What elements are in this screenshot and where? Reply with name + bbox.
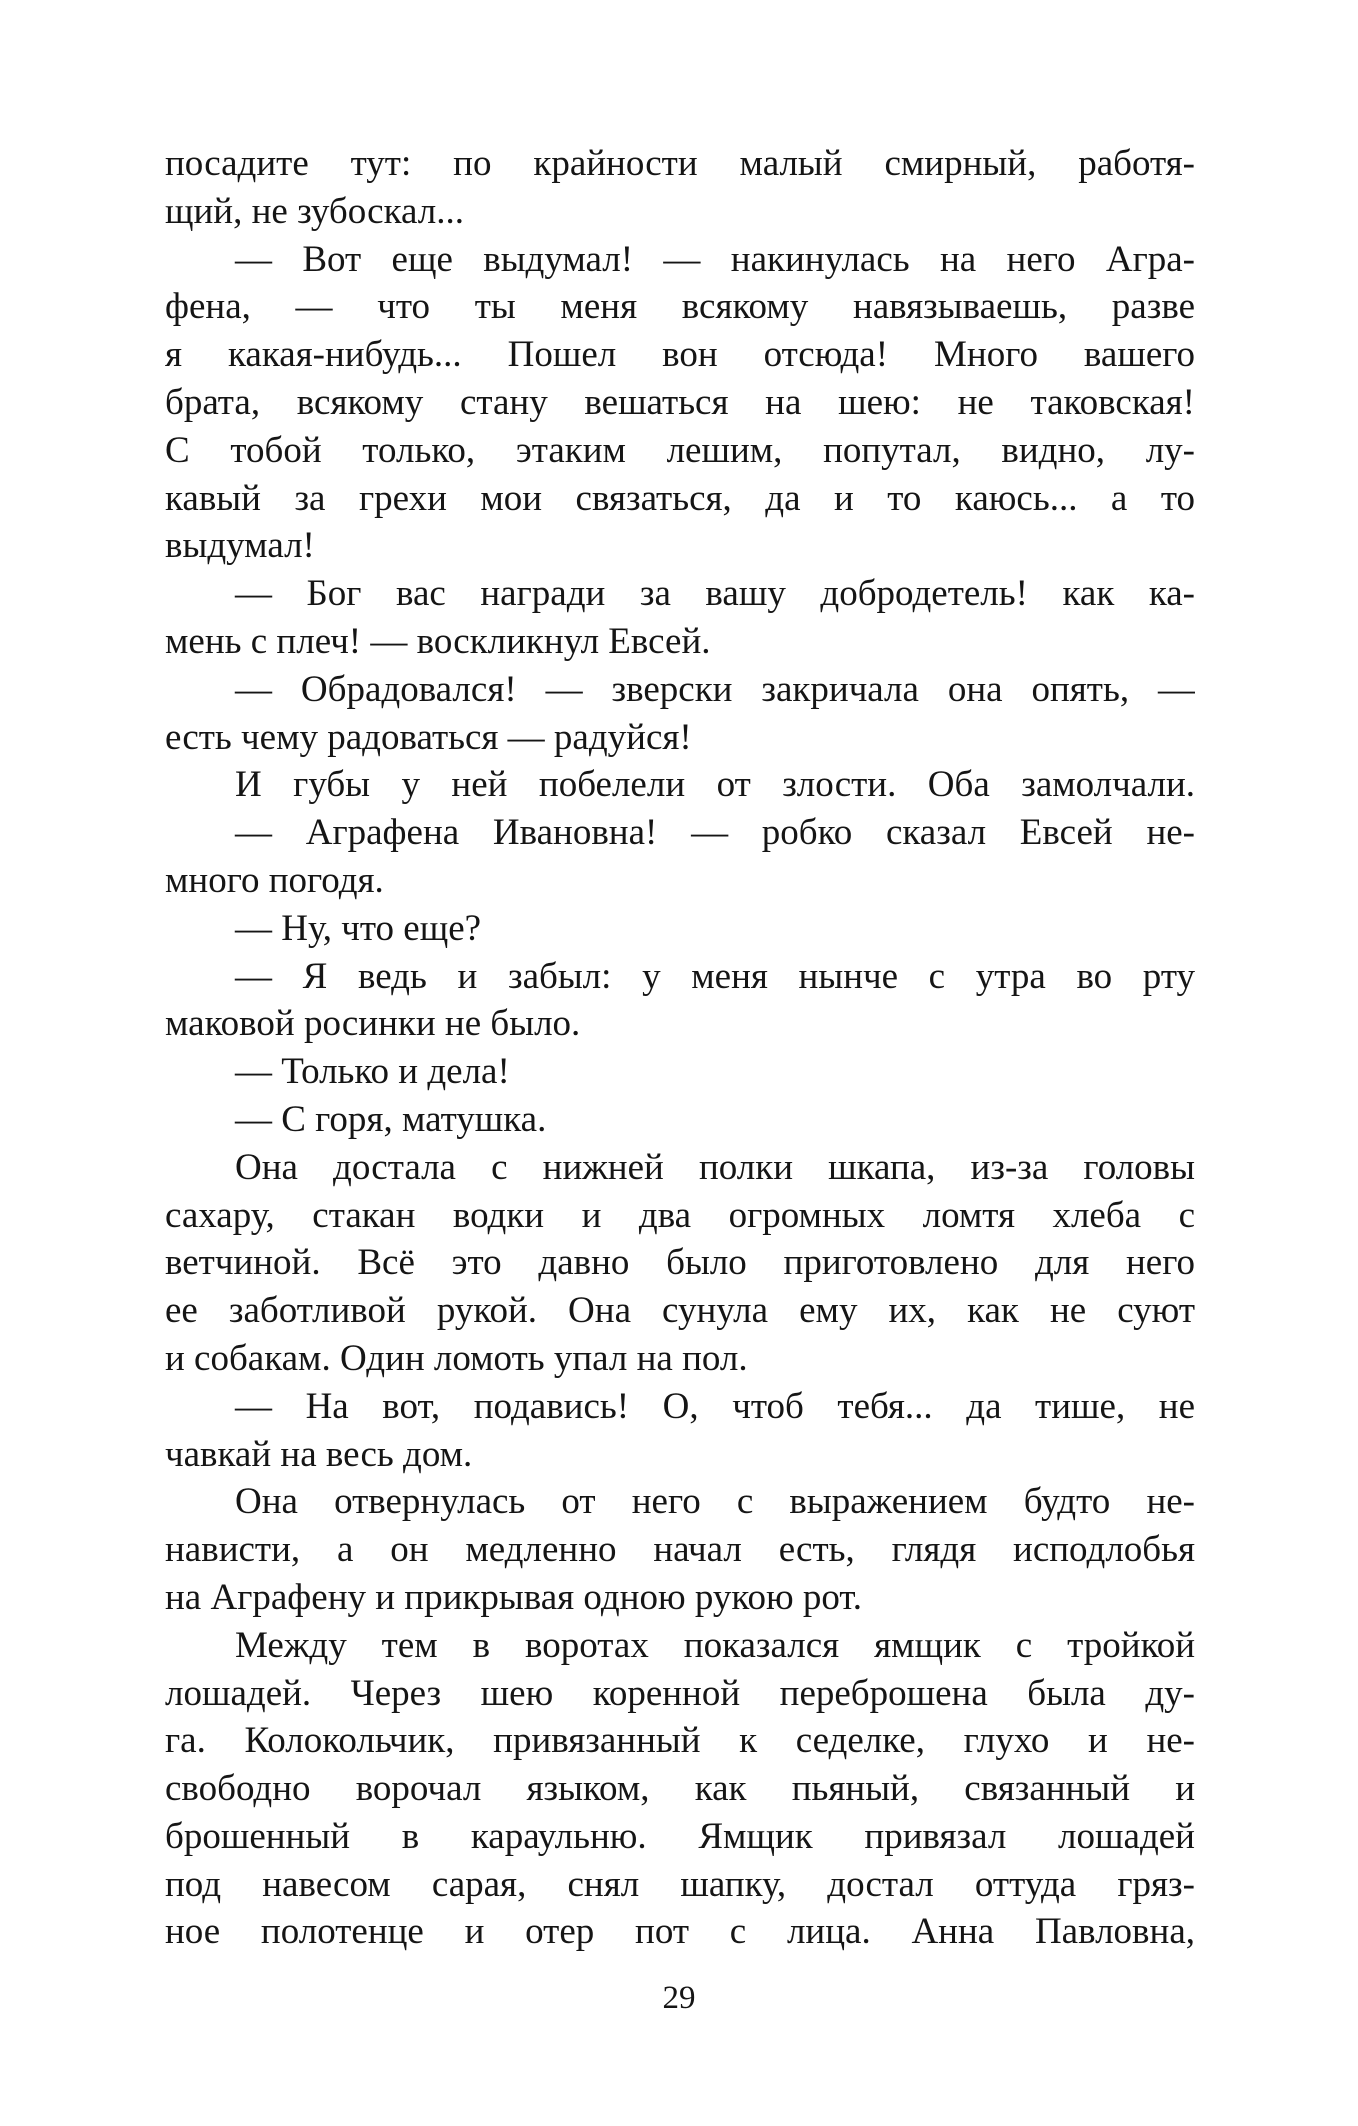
text-line: я какая-нибудь... Пошел вон отсюда! Много вашего bbox=[165, 334, 1195, 376]
text-line: лошадей. Через шею коренной переброшена была ду- bbox=[165, 1672, 1195, 1714]
text-line: сахару, стакан водки и два огромных ломтя хлеба с bbox=[165, 1194, 1195, 1236]
text-line: ее заботливой рукой. Она сунула ему их, как не суют bbox=[165, 1290, 1195, 1332]
text-line: — Только и дела! bbox=[235, 1051, 510, 1093]
text-line: Между тем в воротах показался ямщик с тройкой bbox=[235, 1624, 1195, 1666]
text-line: ветчиной. Всё это давно было приготовлено для него bbox=[165, 1242, 1195, 1284]
text-line: выдумал! bbox=[165, 525, 315, 567]
text-line: нависти, а он медленно начал есть, глядя исподлобья bbox=[165, 1529, 1195, 1571]
text-line: кавый за грехи мои связаться, да и то каюсь... а то bbox=[165, 477, 1195, 519]
text-line: маковой росинки не было. bbox=[165, 1003, 581, 1045]
text-line: — Обрадовался! — зверски закричала она опять, — bbox=[235, 668, 1195, 710]
text-line: брата, всякому стану вешаться на шею: не таковская! bbox=[165, 381, 1195, 423]
text-line: чавкай на весь дом. bbox=[165, 1433, 473, 1475]
text-line: — Ну, что еще? bbox=[235, 907, 482, 949]
text-line: брошенный в караульню. Ямщик привязал лошадей bbox=[165, 1815, 1195, 1857]
text-line: — Я ведь и забыл: у меня нынче с утра во рту bbox=[235, 955, 1195, 997]
text-line: и собакам. Один ломоть упал на пол. bbox=[165, 1337, 748, 1379]
text-line: щий, не зубоскал... bbox=[165, 190, 464, 232]
text-line: мень с плеч! — воскликнул Евсей. bbox=[165, 620, 711, 662]
text-line: Она отвернулась от него с выражением будто не- bbox=[235, 1481, 1195, 1523]
text-line: посадите тут: по крайности малый смирный, работя- bbox=[165, 143, 1195, 184]
text-line: Она достала с нижней полки шкапа, из-за головы bbox=[235, 1146, 1195, 1188]
text-line: — Аграфена Ивановна! — робко сказал Евсей не- bbox=[235, 812, 1195, 854]
text-line: фена, — что ты меня всякому навязываешь, разве bbox=[165, 286, 1195, 328]
text-line: есть чему радоваться — радуйся! bbox=[165, 716, 692, 758]
text-line: — На вот, подавись! О, чтоб тебя... да тише, не bbox=[235, 1385, 1195, 1427]
page-number: 29 bbox=[662, 1980, 696, 2016]
text-line: С тобой только, этаким лешим, попутал, видно, лу- bbox=[165, 429, 1195, 471]
body-text bbox=[165, 140, 1195, 1956]
text-line: много погодя. bbox=[165, 859, 384, 901]
text-line: — Вот еще выдумал! — накинулась на него Агра- bbox=[235, 238, 1195, 280]
text-line: И губы у ней побелели от злости. Оба замолчали. bbox=[235, 764, 1195, 806]
text-line: свободно ворочал языком, как пьяный, связанный и bbox=[165, 1768, 1195, 1810]
text-line: под навесом сарая, снял шапку, достал оттуда гряз- bbox=[165, 1863, 1195, 1905]
text-line: ное полотенце и отер пот с лица. Анна Павловна, bbox=[165, 1911, 1195, 1953]
text-line: га. Колокольчик, привязанный к седелке, глухо и не- bbox=[165, 1720, 1195, 1762]
text-line: на Аграфену и прикрывая одною рукою рот. bbox=[165, 1576, 863, 1618]
text-line: — Бог вас награди за вашу добродетель! как ка- bbox=[235, 573, 1195, 615]
text-line: — С горя, матушка. bbox=[235, 1098, 547, 1140]
